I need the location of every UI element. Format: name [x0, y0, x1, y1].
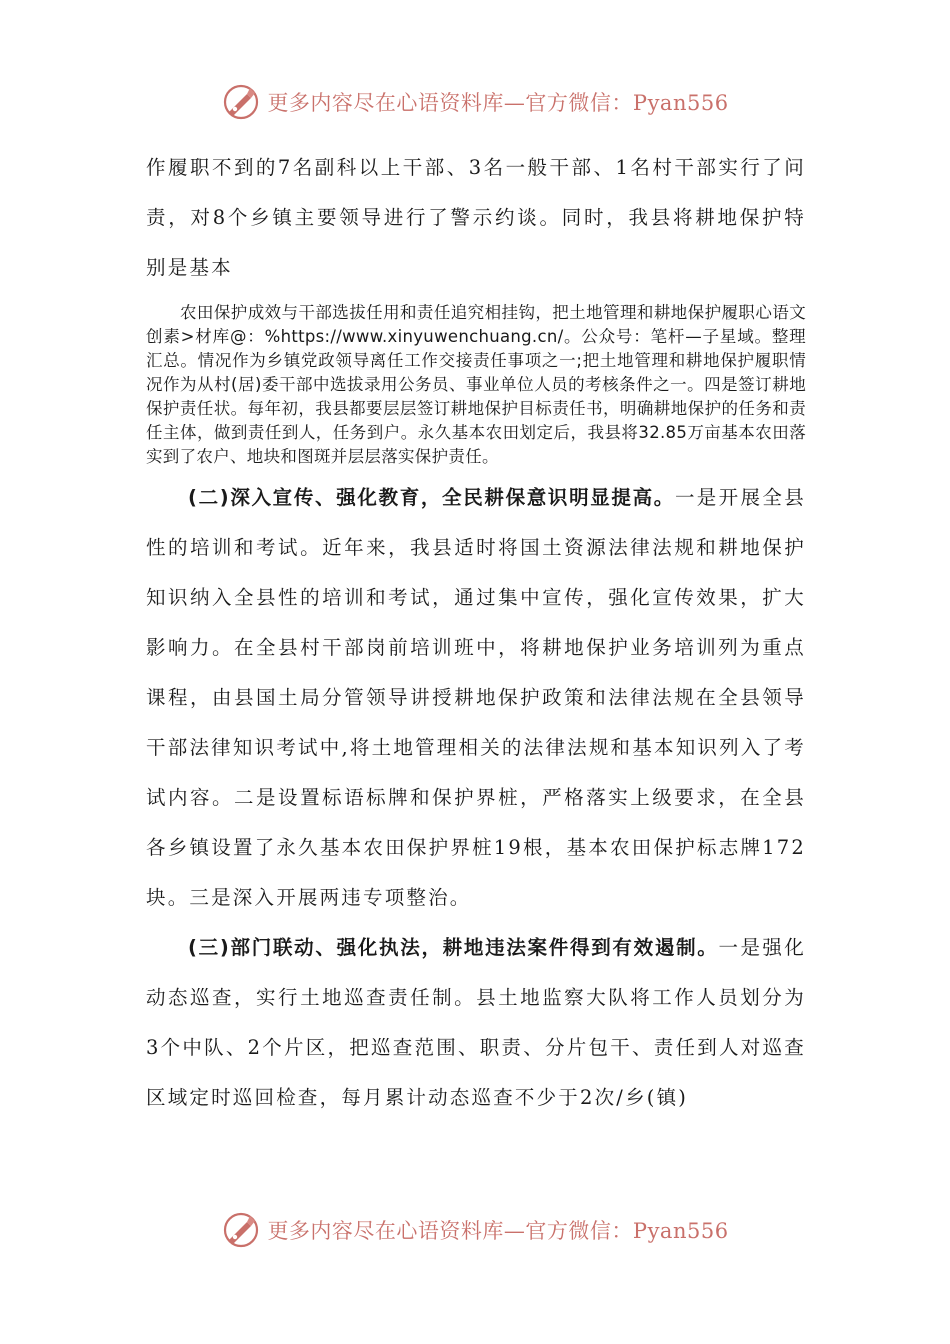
- section-2-body: 一是开展全县性的培训和考试。近年来，我县适时将国土资源法律法规和耕地保护知识纳入全县性的培训和考试，通过集中宣传，强化宣传效果，扩大影响力。在全县村干部岗前培训班中，将耕地保护业务培训列为重点课程，由县国土局分管领导讲授耕地保护政策和法律法规在全县领导干部法律知识考试中,将土地管理相关的法律法规和基本知识列入了考试内容。二是设置标语标牌和保护界桩，严格落实上级要求，在全县各乡镇设置了永久基本农田保护界桩19根，基本农田保护标志牌172块。三是深入开展两违专项整治。: [146, 486, 806, 909]
- section-2: [146, 473, 806, 923]
- footer-banner: [0, 1206, 950, 1254]
- pen-logo-icon: [221, 82, 261, 122]
- section-3-heading: (三)部门联动、强化执法，耕地违法案件得到有效遏制。: [188, 936, 719, 959]
- pen-logo-icon: [221, 1210, 261, 1250]
- section-2-heading: (二)深入宣传、强化教育，全民耕保意识明显提高。: [188, 486, 675, 509]
- footer-banner-text: 更多内容尽在心语资料库—官方微信：Pyan556: [267, 1219, 729, 1243]
- section-3-body: 一是强化动态巡查，实行土地巡查责任制。县土地监察大队将工作人员划分为3个中队、2个片区，把巡查范围、职责、分片包干、责任到人对巡查区域定时巡回检查，每月累计动态巡查不少于2次/乡(镇): [146, 936, 806, 1109]
- paragraph-2: 农田保护成效与干部选拔任用和责任追究相挂钩，把土地管理和耕地保护履职心语文创素>材库@：%https://www.xinyuwenchuang.cn/。公众号：笔杆—子星域。整理汇总。情况作为乡镇党政领导离任工作交接责任事项之一;把土地管理和耕地保护履职情况作为从村(居)委干部中选拔录用公务员、事业单位人员的考核条件之一。四是签订耕地保护责任状。每年初，我县都要层层签订耕地保护目标责任书，明确耕地保护的任务和责任主体，做到责任到人，任务到户。永久基本农田划定后，我县将32.85万亩基本农田落实到了农户、地块和图斑并层层落实保护责任。: [146, 303, 806, 466]
- section-3: [146, 923, 806, 1123]
- header-banner-text: 更多内容尽在心语资料库—官方微信：Pyan556: [267, 91, 729, 115]
- header-banner: [0, 78, 950, 126]
- paragraph-1: 作履职不到的7名副科以上干部、3名一般干部、1名村干部实行了问责，对8个乡镇主要领导进行了警示约谈。同时，我县将耕地保护特别是基本: [146, 156, 806, 279]
- document-body: [146, 143, 806, 1123]
